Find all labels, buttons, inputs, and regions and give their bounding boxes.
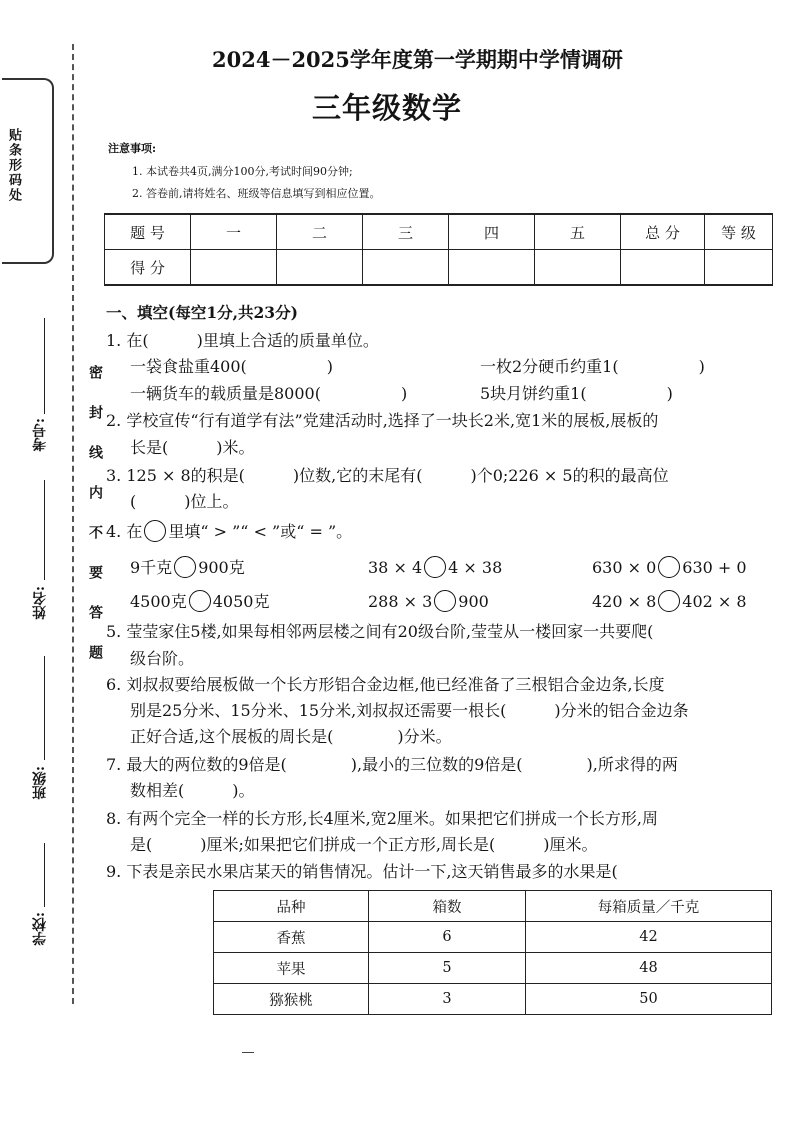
table-row — [214, 984, 772, 1015]
q1-item: 一辆货车的载质量是8000( ) — [130, 384, 408, 403]
table-header: 箱数 — [369, 891, 526, 922]
table-header: 每箱质量／千克 — [526, 891, 772, 922]
class-field[interactable] — [44, 656, 45, 760]
question-5-cont: 级台阶。 — [130, 649, 195, 668]
compare-left: 9千克 — [130, 558, 173, 577]
q1-item: 5块月饼约重1( ) — [480, 384, 673, 403]
compare-circle[interactable] — [434, 590, 456, 612]
barcode-label: 贴条形码处 — [6, 128, 21, 203]
score-header-cell: 二 — [277, 214, 363, 250]
compare-right: 630 + 0 — [682, 558, 747, 577]
score-header-cell: 等 级 — [705, 214, 773, 250]
q4-compare — [130, 556, 245, 578]
question-3-cont: ( )位上。 — [130, 492, 239, 511]
name-label: 姓名: — [32, 586, 48, 620]
box-count: 6 — [369, 922, 526, 953]
q1-item: 一枚2分硬币约重1( ) — [480, 357, 705, 376]
fruit-name: 香蕉 — [214, 922, 369, 953]
subject-title: 三年级数学 — [312, 91, 463, 125]
compare-left: 38 × 4 — [368, 558, 423, 577]
box-weight: 42 — [526, 922, 772, 953]
compare-left: 630 × 0 — [592, 558, 657, 577]
compare-right: 4050克 — [212, 592, 270, 611]
binding-dashed-line — [72, 44, 74, 1004]
section-heading: 一、填空(每空1分,共23分) — [106, 303, 298, 322]
compare-circle[interactable] — [658, 556, 680, 578]
exam-number-label: 考号: — [32, 418, 48, 452]
table-row — [214, 953, 772, 984]
score-header-cell: 四 — [449, 214, 535, 250]
compare-left: 288 × 3 — [368, 592, 433, 611]
compare-right: 900克 — [198, 558, 245, 577]
question-8: 8. 有两个完全一样的长方形,长4厘米,宽2厘米。如果把它们拼成一个长方形,周 — [106, 809, 658, 828]
box-weight: 50 — [526, 984, 772, 1015]
question-9: 9. 下表是亲民水果店某天的销售情况。估计一下,这天销售最多的水果是( — [106, 862, 618, 881]
score-cell[interactable] — [535, 250, 621, 286]
score-cell[interactable] — [449, 250, 535, 286]
question-8-cont: 是( )厘米;如果把它们拼成一个正方形,周长是( )厘米。 — [130, 835, 598, 854]
compare-left: 4500克 — [130, 592, 187, 611]
table-header: 品种 — [214, 891, 369, 922]
class-label: 班级: — [32, 766, 48, 800]
score-header-cell: 五 — [535, 214, 621, 250]
page-mark — [242, 1052, 254, 1053]
score-header-cell: 题 号 — [105, 214, 191, 250]
notice-item: 2. 答卷前,请将姓名、班级等信息填写到相应位置。 — [132, 187, 381, 200]
exam-number-field[interactable] — [44, 318, 45, 414]
q4-compare — [368, 590, 489, 612]
question-5: 5. 莹莹家住5楼,如果每相邻两层楼之间有20级台阶,莹莹从一楼回家一共要爬( — [106, 622, 654, 641]
compare-circle[interactable] — [658, 590, 680, 612]
compare-right: 900 — [458, 592, 489, 611]
question-6-cont: 别是25分米、15分米、15分米,刘叔叔还需要一根长( )分米的铝合金边条 — [130, 701, 689, 720]
notice-title: 注意事项: — [108, 142, 157, 155]
question-6: 6. 刘叔叔要给展板做一个长方形铝合金边框,他已经准备了三根铝合金边条,长度 — [106, 675, 665, 694]
fruit-name: 苹果 — [214, 953, 369, 984]
score-header-cell: 总 分 — [621, 214, 705, 250]
q4-compare — [592, 590, 747, 612]
score-cell[interactable] — [191, 250, 277, 286]
question-6-cont: 正好合适,这个展板的周长是( )分米。 — [130, 727, 452, 746]
box-count: 3 — [369, 984, 526, 1015]
score-header-cell: 一 — [191, 214, 277, 250]
seal-notice: 密封线内不要答题 — [87, 365, 103, 685]
q4-compare — [368, 556, 502, 578]
question-3: 3. 125 × 8的积是( )位数,它的末尾有( )个0;226 × 5的积的最高位 — [106, 466, 669, 485]
score-header-cell: 三 — [363, 214, 449, 250]
school-label: 学校: — [32, 912, 48, 946]
compare-right: 4 × 38 — [448, 558, 503, 577]
question-4 — [106, 520, 352, 542]
compare-circle[interactable] — [189, 590, 211, 612]
question-2-cont: 长是( )米。 — [130, 438, 255, 457]
fruit-sales-table — [213, 890, 772, 1015]
score-cell[interactable] — [705, 250, 773, 286]
score-cell[interactable] — [363, 250, 449, 286]
compare-circle[interactable] — [174, 556, 196, 578]
compare-circle — [144, 520, 166, 542]
name-field[interactable] — [44, 480, 45, 580]
question-2: 2. 学校宣传“行有道学有法”党建活动时,选择了一块长2米,宽1米的展板,展板的 — [106, 411, 659, 430]
score-cell[interactable] — [621, 250, 705, 286]
compare-left: 420 × 8 — [592, 592, 657, 611]
q4-compare — [592, 556, 747, 578]
compare-right: 402 × 8 — [682, 592, 747, 611]
exam-title: 2024－2025学年度第一学期期中学情调研 — [212, 47, 623, 72]
score-table — [104, 213, 773, 286]
score-cell[interactable] — [277, 250, 363, 286]
table-row — [214, 922, 772, 953]
fruit-name: 猕猴桃 — [214, 984, 369, 1015]
q4-prefix: 4. 在 — [106, 522, 143, 541]
q4-suffix: 里填“ > ”“ < ”或“ = ”。 — [168, 522, 353, 541]
question-7-cont: 数相差( )。 — [130, 781, 255, 800]
q1-item: 一袋食盐重400( ) — [130, 357, 334, 376]
school-field[interactable] — [44, 843, 45, 907]
question-1: 1. 在( )里填上合适的质量单位。 — [106, 331, 379, 350]
notice-item: 1. 本试卷共4页,满分100分,考试时间90分钟; — [132, 165, 353, 178]
q4-compare — [130, 590, 269, 612]
compare-circle[interactable] — [424, 556, 446, 578]
box-weight: 48 — [526, 953, 772, 984]
score-row-label: 得 分 — [105, 250, 191, 286]
question-7: 7. 最大的两位数的9倍是( ),最小的三位数的9倍是( ),所求得的两 — [106, 755, 678, 774]
box-count: 5 — [369, 953, 526, 984]
